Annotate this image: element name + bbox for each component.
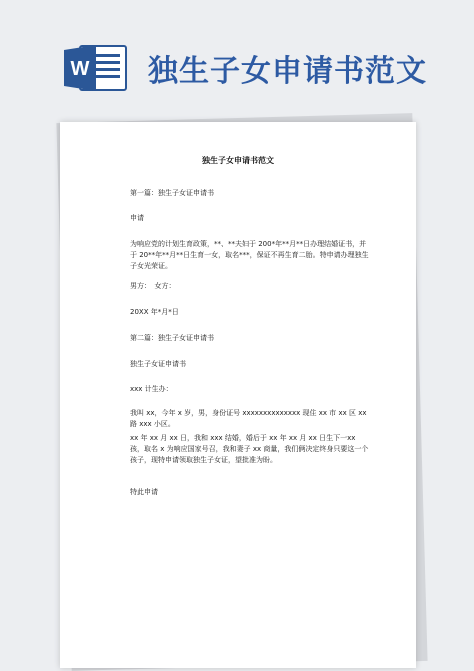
paragraph-section-1-heading: 第一篇：独生子女证申请书 xyxy=(130,189,214,197)
word-document-icon xyxy=(62,42,130,94)
banner-title: 独生子女申请书范文 xyxy=(148,54,427,89)
document-page xyxy=(60,122,416,668)
paragraph-recipient: xxx 计生办： xyxy=(130,385,173,393)
paragraph-form-title: 独生子女证申请书 xyxy=(130,360,186,368)
header-banner xyxy=(0,0,474,108)
paragraph-body-2: xx 年 xx 月 xx 日，我和 xxx 结婚，婚后于 xx 年 xx 月 xx 日生下一xx 孩，取名 x 为响应国家号召，我和妻子 xx 商量，我们俩决定终身只要这一个孩子，现特申请领取独生子女证，望批准为盼。 xyxy=(130,434,369,464)
paragraph-application: 申请 xyxy=(130,214,144,222)
document-body xyxy=(60,122,416,668)
paragraph-closing: 特此申请 xyxy=(130,488,158,496)
paragraph-date: 20XX 年*月*日 xyxy=(130,308,179,316)
document-title: 独生子女申请书范文 xyxy=(202,156,274,165)
paragraph-section-2-heading: 第二篇：独生子女证申请书 xyxy=(130,334,214,342)
paragraph-introduction: 我叫 xx，今年 x 岁，男，身份证号 xxxxxxxxxxxxxx 现住 xx 市 xx 区 xx 路 xxx 小区。 xyxy=(130,409,367,428)
paragraph-body-1: 为响应党的计划生育政策，**、**夫妇于 200*年**月**日办理结婚证书，并于 20**年**月**日生育一女，取名***，保证不再生育二胎。特申请办理独生子女光荣证。 xyxy=(130,240,369,270)
paragraph-signatures: 男方： 女方： xyxy=(130,282,176,290)
word-logo-letter: W xyxy=(70,58,90,80)
